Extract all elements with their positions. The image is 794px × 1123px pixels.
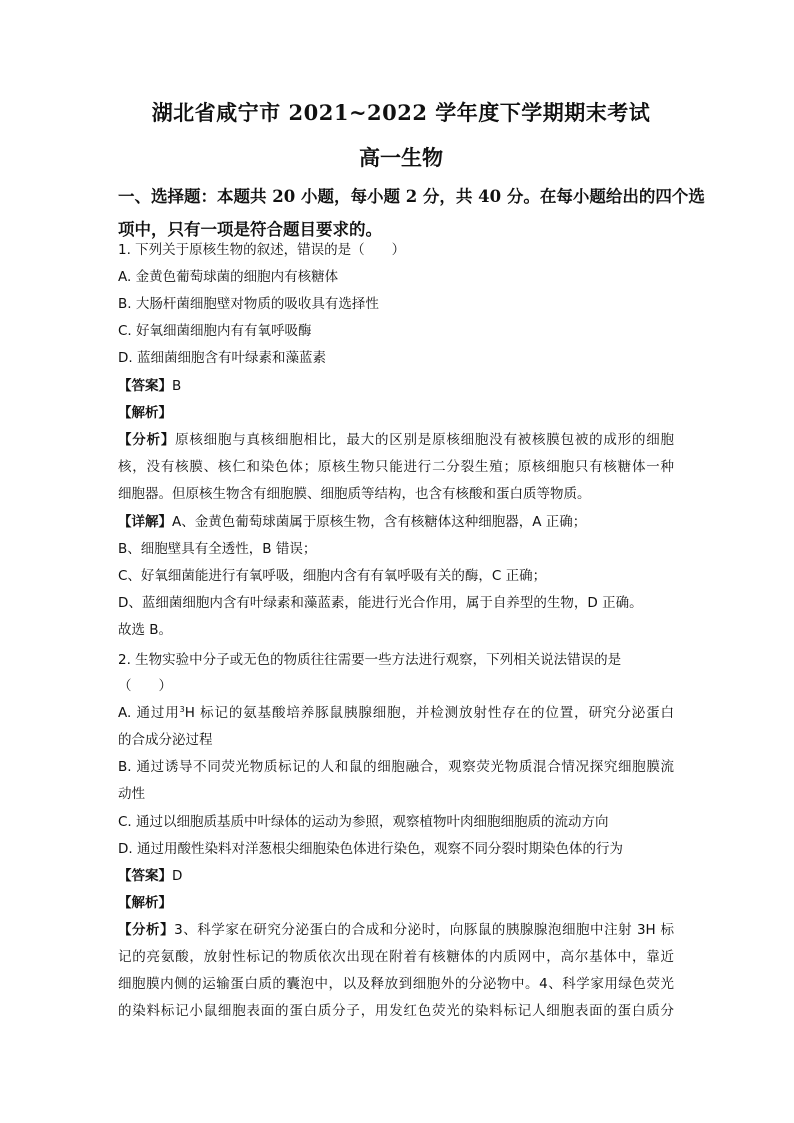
q1-option-d: D. 蓝细菌细胞含有叶绿素和藻蓝素 [118,350,326,366]
q2-fenxi-line-3: 细胞膜内侧的运输蛋白质的囊泡中，以及释放到细胞外的分泌物中。4、科学家用绿色荧光 [118,976,674,992]
q1-fenxi-line-2: 核，没有核膜、核仁和染色体；原核生物只能进行二分裂生殖；原核细胞只有核糖体一种 [118,459,674,475]
q2-option-b-line-2: 动性 [118,786,145,802]
q2-stem-line-1: 2. 生物实验中分子或无色的物质往往需要一些方法进行观察，下列相关说法错误的是 [118,652,622,668]
q1-answer [118,377,181,395]
q1-option-a: A. 金黄色葡萄球菌的细胞内有核糖体 [118,269,339,285]
q1-fenxi-line-3: 细胞器。但原核生物含有细胞膜、细胞质等结构，也含有核酸和蛋白质等物质。 [118,486,591,502]
q1-xiangjie-line-d: D、蓝细菌细胞内含有叶绿素和藻蓝素，能进行光合作用，属于自养型的生物，D 正确。 [118,595,643,611]
q2-option-a-superscript: 3 [179,705,185,714]
q2-stem-line-2: （ ） [118,678,172,694]
q1-conclusion: 故选 B。 [118,622,173,638]
q2-fenxi-text-1: 3、科学家在研究分泌蛋白的合成和分泌时，向豚鼠的胰腺腺泡细胞中注射 3H 标 [174,922,675,938]
q2-option-a-post: H 标记的氨基酸培养豚鼠胰腺细胞，并检测放射性存在的位置，研究分泌蛋白 [184,705,674,721]
section-heading [118,180,705,246]
q1-answer-value: B [172,378,182,394]
q1-xiangjie-line-c: C、好氧细菌能进行有氧呼吸，细胞内含有有氧呼吸有关的酶，C 正确； [118,568,547,584]
q2-fenxi-line-2: 记的亮氨酸，放射性标记的物质依次出现在附着有核糖体的内质网中，高尔基体中，靠近 [118,949,674,965]
exam-title: 湖北省咸宁市 2021~2022 学年度下学期期末考试 [151,100,651,125]
q1-answer-tag: 【答案】 [118,378,172,394]
q2-option-d: D. 通过用酸性染料对洋葱根尖细胞染色体进行染色，观察不同分裂时期染色体的行为 [118,841,623,857]
q1-option-c: C. 好氧细菌细胞内有有氧呼吸酶 [118,323,312,339]
q1-xiangjie-line-1 [118,513,586,531]
q2-option-c: C. 通过以细胞质基质中叶绿体的运动为参照，观察植物叶肉细胞细胞质的流动方向 [118,814,609,830]
q2-fenxi-line-4: 的染料标记小鼠细胞表面的蛋白质分子，用发红色荧光的染料标记人细胞表面的蛋白质分 [118,1003,674,1019]
q2-answer [118,867,182,885]
q2-analysis-tag: 【解析】 [118,895,172,911]
q1-xiangjie-tag: 【详解】 [118,514,172,530]
section-heading-line-1: 一、选择题：本题共 20 小题，每小题 2 分，共 40 分。在每小题给出的四个选 [118,187,705,206]
q1-xiangjie-line-b: B、细胞壁具有全透性，B 错误； [118,541,317,557]
q1-analysis-tag: 【解析】 [118,405,172,421]
q1-option-b: B. 大肠杆菌细胞壁对物质的吸收具有选择性 [118,296,379,312]
q2-answer-value: D [172,868,183,884]
q2-answer-tag: 【答案】 [118,868,172,884]
q2-fenxi-line-1 [118,921,674,939]
q1-stem: 1. 下列关于原核生物的叙述，错误的是（ ） [118,242,406,258]
q1-xiangjie-text-1: A、金黄色葡萄球菌属于原核生物，含有核糖体这种细胞器，A 正确； [172,514,587,530]
q1-fenxi-text-1: 原核细胞与真核细胞相比，最大的区别是原核细胞没有被核膜包被的成形的细胞 [175,432,675,448]
q2-option-a-pre: A. 通过用 [118,705,180,721]
q2-option-b-line-1: B. 通过诱导不同荧光物质标记的人和鼠的细胞融合，观察荧光物质混合情况探究细胞膜流 [118,759,674,775]
exam-subject: 高一生物 [359,145,443,170]
q2-option-a-line-2: 的合成分泌过程 [118,732,213,748]
q1-fenxi-tag: 【分析】 [118,432,176,448]
section-heading-line-2: 项中，只有一项是符合题目要求的。 [118,220,382,239]
q1-fenxi-line-1 [118,431,674,449]
q2-fenxi-tag: 【分析】 [118,922,175,938]
q2-option-a [118,704,674,722]
